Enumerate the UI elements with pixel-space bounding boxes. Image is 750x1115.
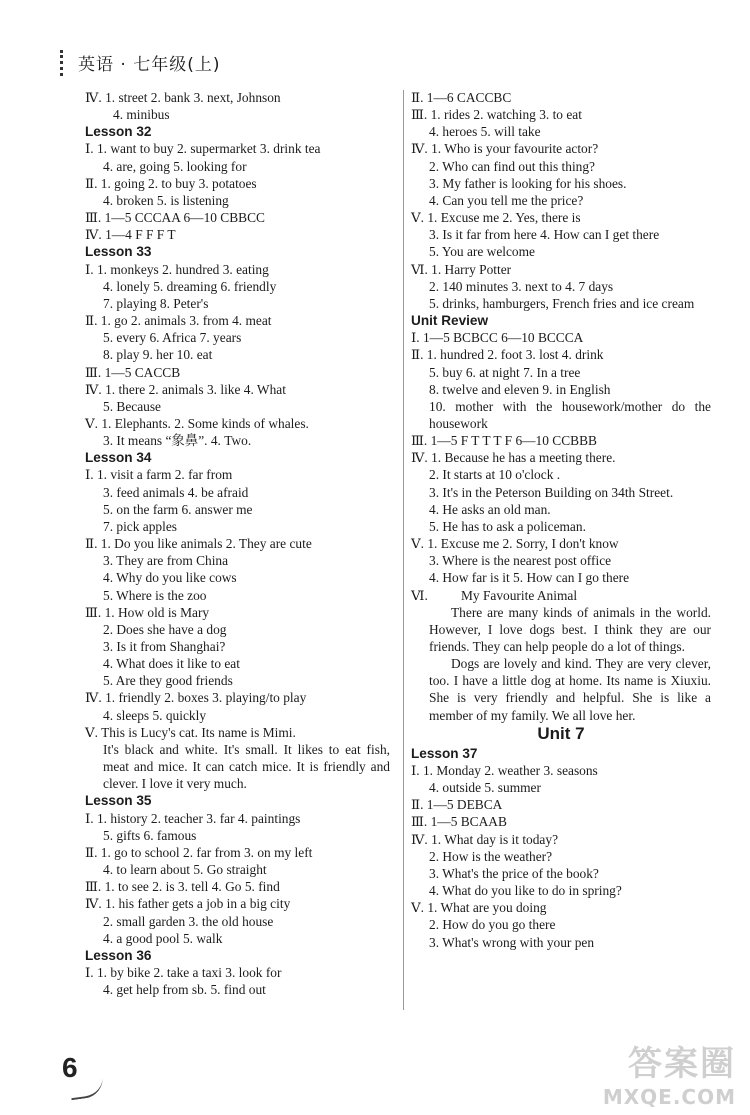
answer-line: 2. small garden 3. the old house [103,913,274,929]
essay-title-line [411,587,711,604]
answer-line: Ⅱ. 1—5 DEBCA [411,797,503,813]
watermark [603,1036,736,1109]
answer-line: Ⅲ. 1—5 BCAAB [411,814,507,830]
answer-line: Ⅱ. 1—6 CACCBC [411,90,512,105]
section-heading: Unit Review [411,313,489,329]
answer-line: Ⅰ. 1. want to buy 2. supermarket 3. drink tea [85,141,321,157]
answer-line: 2. How do you go there [429,917,556,933]
watermark-logo: 答案圈 [628,1044,736,1084]
left-column [85,89,390,998]
answer-line: Ⅴ. 1. Elephants. 2. Some kinds of whales. [85,415,309,431]
answer-line: 4. a good pool 5. walk [103,930,223,946]
answer-line: 8. play 9. her 10. eat [103,347,213,363]
answer-line: Ⅲ. 1—5 CCCAA 6—10 CBBCC [85,210,265,226]
section-heading: Lesson 33 [85,244,152,260]
answer-line: Ⅴ. 1. Excuse me 2. Yes, there is [411,210,581,226]
page-number: 6 [62,1052,78,1083]
right-column [411,89,711,951]
essay-paragraph: Dogs are lovely and kind. They are very clever, too. I have a little dog at home. Its name is Xiuxiu. She is very friendly and helpful. She is like a member of my family. We all love her. [429,656,711,723]
answer-line: 5. He has to ask a policeman. [429,518,586,534]
answer-line: Ⅰ. 1. by bike 2. take a taxi 3. look for [85,964,282,980]
answer-line: 4. Why do you like cows [103,570,237,586]
answer-line: 7. pick apples [103,518,178,534]
answer-line: 3. What's wrong with your pen [429,934,595,950]
answer-line: 4. are, going 5. looking for [103,158,247,174]
section-heading: Lesson 34 [85,450,152,466]
header-dots [60,50,67,76]
answer-line: Ⅲ. 1—5 F T T T F 6—10 CCBBB [411,433,597,449]
answer-line: 3. My father is looking for his shoes. [429,175,627,191]
answer-line: Ⅲ. 1. rides 2. watching 3. to eat [411,107,582,123]
unit7-answers [411,745,711,951]
answer-line: 3. They are from China [103,553,229,569]
answer-line: Ⅱ. 1. go 2. animals 3. from 4. meat [85,313,272,329]
leaf-ornament-icon [69,1076,105,1101]
answer-line: 5. You are welcome [429,244,535,260]
answer-line: Ⅳ. 1. there 2. animals 3. like 4. What [85,381,286,397]
answer-line: 5. buy 6. at night 7. In a tree [429,364,581,380]
section-heading: Lesson 37 [411,745,478,761]
answer-line: Ⅲ. 1—5 CACCB [85,364,181,380]
answer-line: 3. What's the price of the book? [429,865,599,881]
answer-line: 2. How is the weather? [429,848,553,864]
answer-line: 4. What do you like to do in spring? [429,883,622,899]
section-heading: Lesson 32 [85,124,152,140]
answer-line: Ⅳ. 1. Because he has a meeting there. [411,450,616,466]
answer-line: 4. How far is it 5. How can I go there [429,570,630,586]
answer-line: 4. get help from sb. 5. find out [103,982,266,998]
answer-line: Ⅴ. This is Lucy's cat. Its name is Mimi. [85,724,296,740]
answer-line: 5. gifts 6. famous [103,827,197,843]
answer-line: Ⅱ. 1. hundred 2. foot 3. lost 4. drink [411,347,604,363]
answer-line: Ⅰ. 1—5 BCBCC 6—10 BCCCA [411,330,584,346]
answer-line: 5. every 6. Africa 7. years [103,330,242,346]
answer-line: Ⅲ. 1. to see 2. is 3. tell 4. Go 5. find [85,879,280,895]
answer-line: 4. to learn about 5. Go straight [103,862,267,878]
answer-line: 10. mother with the housework/mother do the housework [429,398,711,431]
answer-line: Ⅰ. 1. monkeys 2. hundred 3. eating [85,261,269,277]
answer-line: 4. He asks an old man. [429,501,551,517]
answer-line: 3. Where is the nearest post office [429,553,612,569]
answer-line: 5. Are they good friends [103,673,233,689]
right-answers [411,89,711,587]
answer-line: Ⅲ. 1. How old is Mary [85,604,210,620]
column-divider [403,90,404,1010]
answer-line: Ⅳ. 1. friendly 2. boxes 3. playing/to play [85,690,307,706]
answer-line: Ⅳ. 1—4 F F F T [85,227,176,243]
essay-title: My Favourite Animal [461,587,578,603]
answer-line: 4. broken 5. is listening [103,192,229,208]
answer-line: 5. drinks, hamburgers, French fries and ice cream [429,295,695,311]
answer-line: 8. twelve and eleven 9. in English [429,381,611,397]
section-heading: Lesson 35 [85,793,152,809]
answer-line: Ⅰ. 1. history 2. teacher 3. far 4. paintings [85,810,301,826]
answer-line: 2. Who can find out this thing? [429,158,595,174]
answer-line: 2. Does she have a dog [103,621,227,637]
answer-line: Ⅳ. 1. Who is your favourite actor? [411,141,599,157]
answer-line: It's black and white. It's small. It likes to eat fish, meat and mice. It can catch mice. It is friendly and clever. I love it very much. [103,741,390,792]
answer-line: 3. It's in the Peterson Building on 34th Street. [429,484,674,500]
answer-line: 5. Because [103,398,162,414]
watermark-url: MXQE.COM [602,1085,736,1109]
answer-line: 4. Can you tell me the price? [429,192,584,208]
answer-line: Ⅰ. 1. visit a farm 2. far from [85,467,233,483]
section-heading: Lesson 36 [85,947,152,963]
answer-line: Ⅴ. 1. What are you doing [411,900,547,916]
essay [411,587,711,724]
unit-title: Unit 7 [537,723,585,743]
answer-line: 3. It means “象鼻”. 4. Two. [103,433,252,449]
answer-line: Ⅱ. 1. Do you like animals 2. They are cute [85,536,312,552]
answer-line: 5. Where is the zoo [103,587,207,603]
answer-line: 4. sleeps 5. quickly [103,707,207,723]
answer-line: Ⅱ. 1. going 2. to buy 3. potatoes [85,175,257,191]
answer-line: 4. outside 5. summer [429,780,541,796]
answer-line: 4. What does it like to eat [103,656,240,672]
answer-line: 4. lonely 5. dreaming 6. friendly [103,278,277,294]
answer-line: 3. feed animals 4. be afraid [103,484,249,500]
answer-line: 3. Is it from Shanghai? [103,639,226,654]
answer-line: Ⅳ. 1. his father gets a job in a big city [85,896,291,912]
essay-label: Ⅵ. [411,587,428,603]
answer-line: Ⅱ. 1. go to school 2. far from 3. on my left [85,844,313,860]
answer-line: Ⅳ. 1. street 2. bank 3. next, Johnson [85,90,281,105]
answer-line: Ⅴ. 1. Excuse me 2. Sorry, I don't know [411,536,619,552]
header-title: 英语 · 七年级(上) [78,55,221,75]
answer-line: Ⅵ. 1. Harry Potter [411,261,512,277]
answer-line: 4. minibus [113,107,170,123]
answer-line: 4. heroes 5. will take [429,124,541,140]
answer-line: Ⅰ. 1. Monday 2. weather 3. seasons [411,762,598,778]
answer-line: 7. playing 8. Peter's [103,295,209,311]
answer-line: 2. It starts at 10 o'clock . [429,467,561,483]
answer-line: Ⅳ. 1. What day is it today? [411,831,559,847]
answer-line: 3. Is it far from here 4. How can I get there [429,227,660,243]
answer-line: 5. on the farm 6. answer me [103,501,253,517]
answer-line: 2. 140 minutes 3. next to 4. 7 days [429,278,614,294]
essay-paragraph: There are many kinds of animals in the world. However, I love dogs best. I think they are our friends. They can help people do a lot of things. [429,604,711,654]
